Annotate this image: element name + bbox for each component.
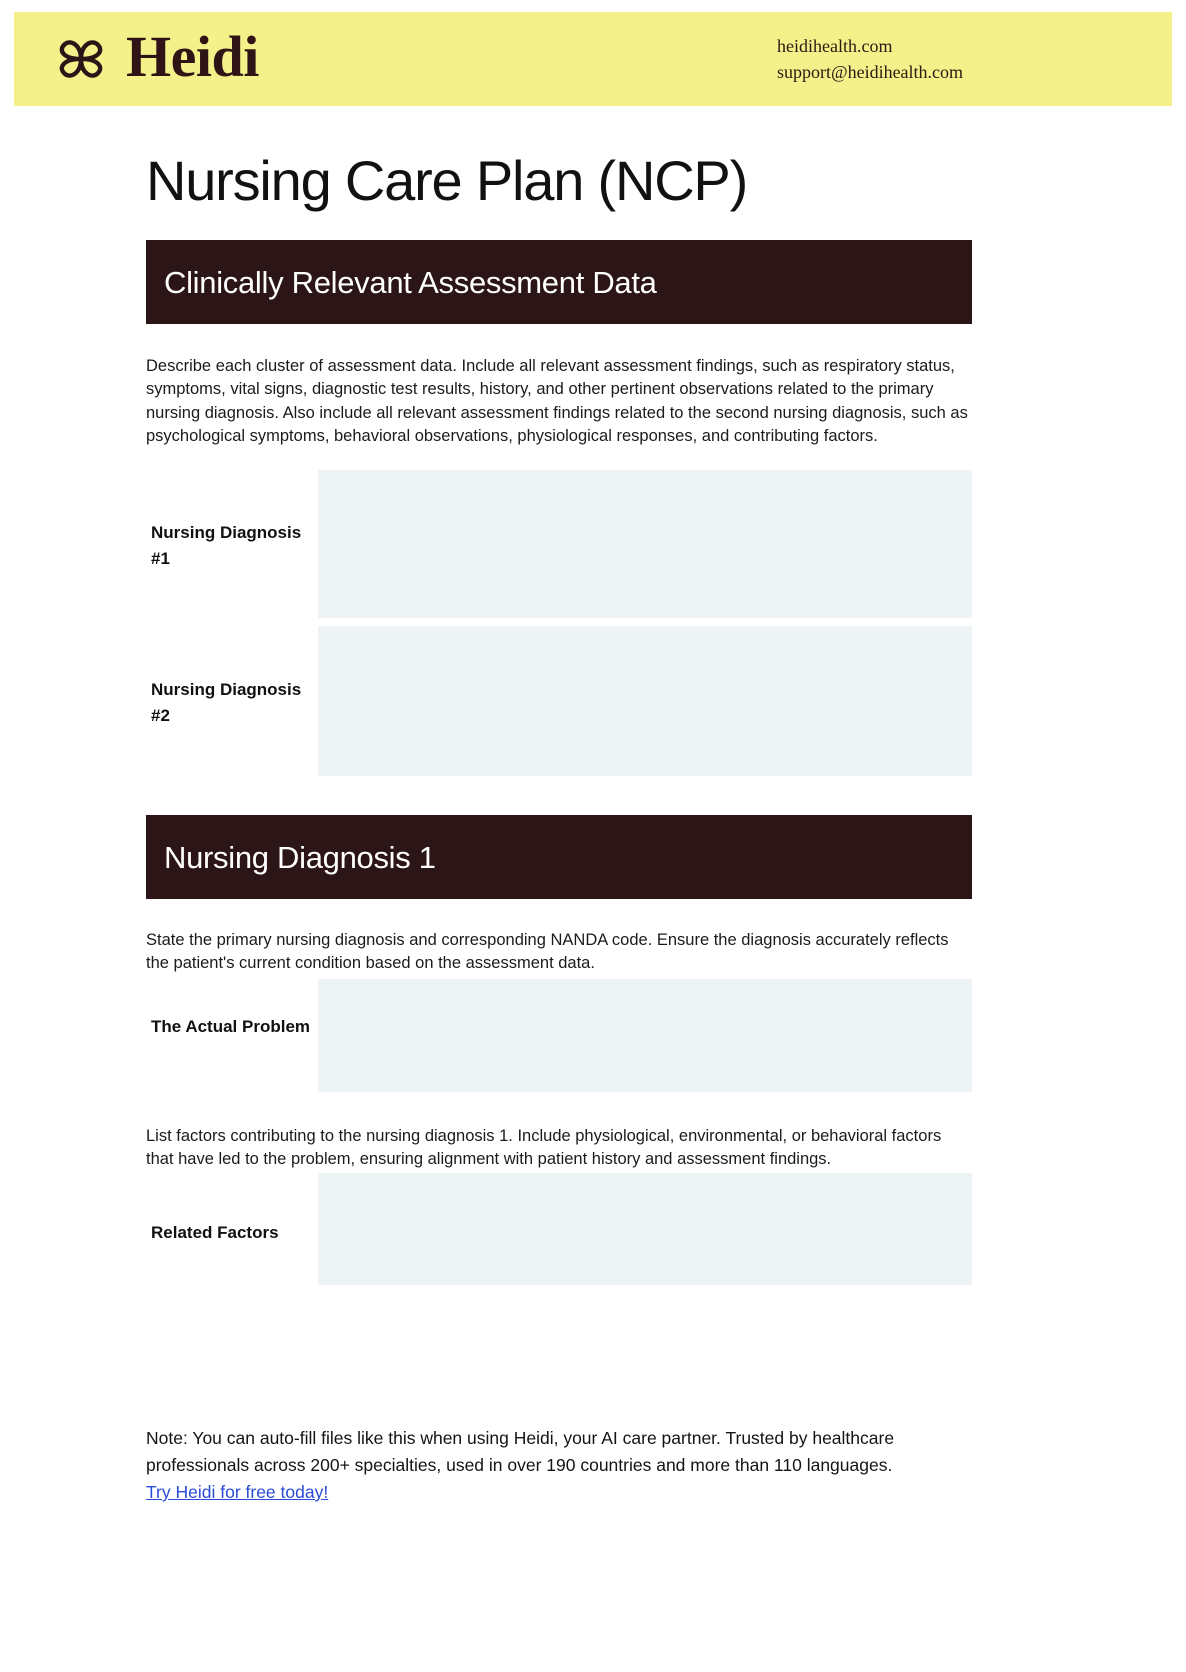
try-heidi-free-link[interactable]: Try Heidi for free today! xyxy=(146,1482,329,1502)
section-1-instructions: Describe each cluster of assessment data. Include all relevant assessment findings, such as respiratory status, symptoms, vital signs, diagnostic test results, history, and other pertinent observations related to the primary nursing diagnosis. Also include all relevant assessment findings related to the second nursing diagnosis, such as psychological symptoms, behavioral observations, physiological responses, and contributing factors. xyxy=(146,357,968,446)
page-title: Nursing Care Plan (NCP) xyxy=(146,149,748,212)
field-label-related-factors: Related Factors xyxy=(151,1223,279,1242)
brand-logo xyxy=(50,24,259,90)
header-contact-info xyxy=(777,33,963,85)
section-heading-label: Clinically Relevant Assessment Data xyxy=(164,264,657,300)
field-label-nursing-diagnosis-2: Nursing Diagnosis #2 xyxy=(151,680,302,726)
field-input-nursing-diagnosis-1[interactable] xyxy=(318,470,972,618)
website-text: heidihealth.com xyxy=(777,35,893,56)
brand-header-band xyxy=(14,12,1172,106)
field-label-nursing-diagnosis-1: Nursing Diagnosis #1 xyxy=(151,523,302,569)
section-2-instructions: State the primary nursing diagnosis and corresponding NANDA code. Ensure the diagnosis accurately reflects the patient's current condition based on the assessment data. xyxy=(146,931,949,973)
field-input-related-factors[interactable] xyxy=(318,1173,972,1285)
section-header-nursing-diagnosis-1 xyxy=(146,815,972,899)
brand-wordmark: Heidi xyxy=(126,24,259,89)
section-2-instructions-related-factors: List factors contributing to the nursing diagnosis 1. Include physiological, environmental, or behavioral factors that have led to the problem, ensuring alignment with patient history and assessment findings. xyxy=(146,1127,942,1169)
field-input-the-actual-problem[interactable] xyxy=(318,979,972,1092)
support-email-text: support@heidihealth.com xyxy=(777,62,964,82)
field-input-nursing-diagnosis-2[interactable] xyxy=(318,626,972,776)
section-heading-label: Nursing Diagnosis 1 xyxy=(164,839,436,875)
section-header-clinically-relevant-assessment-data xyxy=(146,240,972,324)
heidi-clover-logo-icon xyxy=(50,28,112,90)
footer-note: Note: You can auto-fill files like this when using Heidi, your AI care partner. Trusted by healthcare professionals across 200+ specialties, used in over 190 countries and more than 110 languages. xyxy=(146,1428,895,1475)
field-label-the-actual-problem: The Actual Problem xyxy=(151,1017,311,1036)
